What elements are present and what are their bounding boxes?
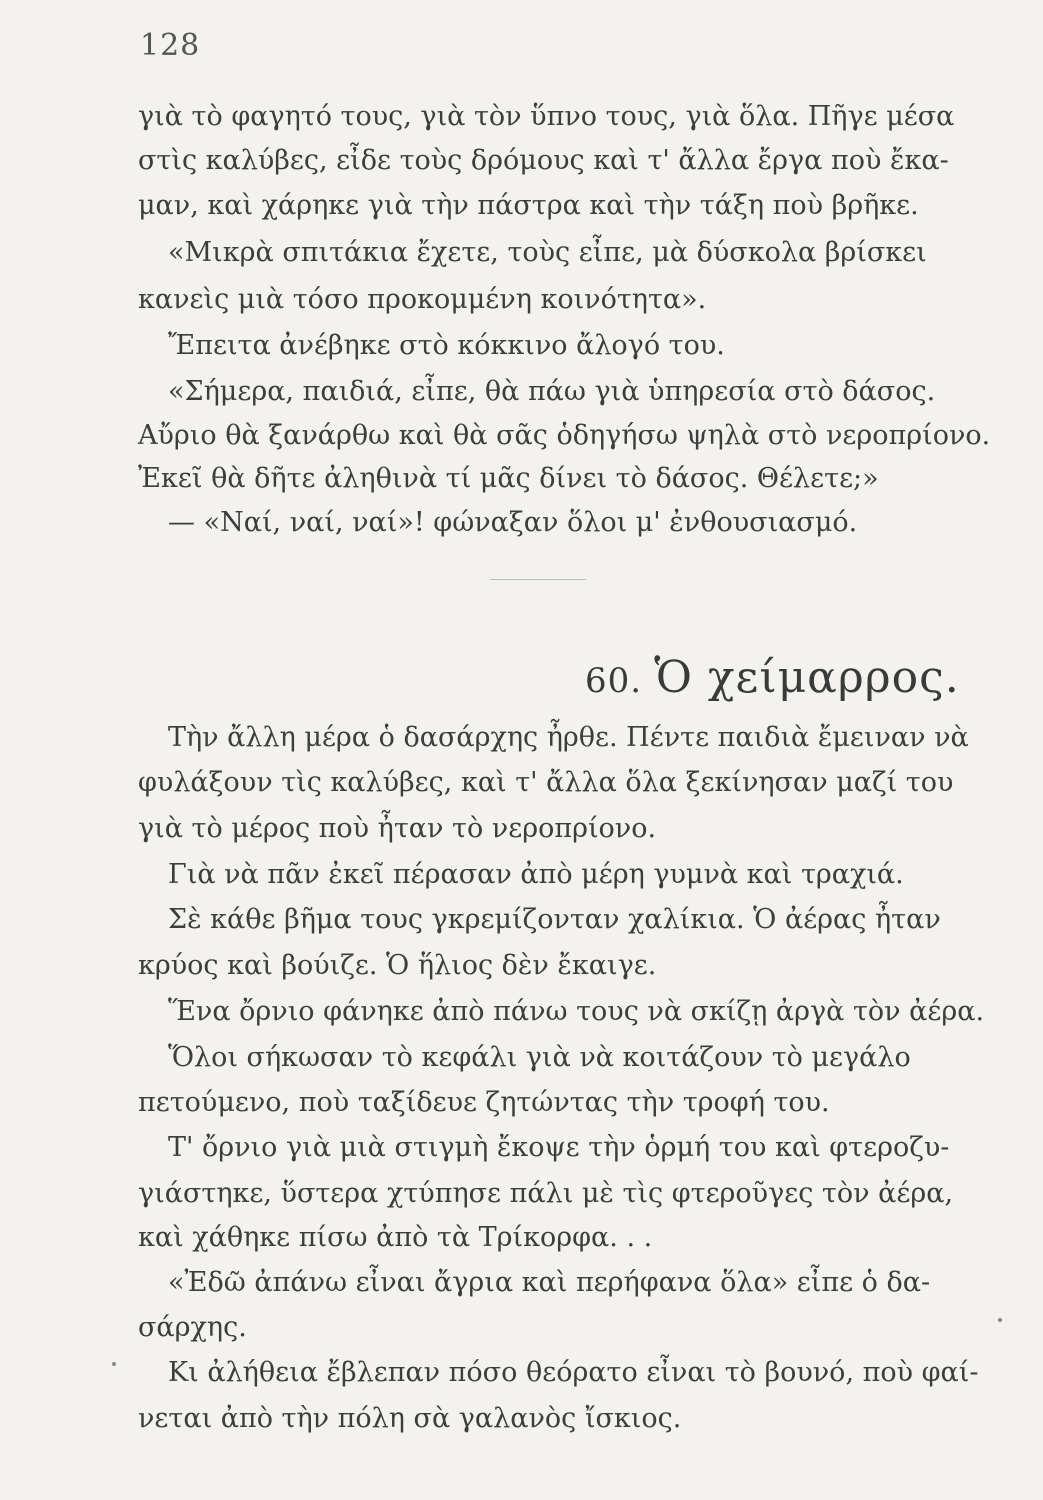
text-line: Ὅλοι σήκωσαν τὸ κεφάλι γιὰ νὰ κοιτάζουν τὸ μεγάλο	[168, 1042, 911, 1073]
text-line: καὶ χάθηκε πίσω ἀπὸ τὰ Τρίκορφα. . .	[138, 1222, 653, 1253]
text-line: Ἕνα ὄρνιο φάνηκε ἀπὸ πάνω τους νὰ σκίζῃ ἀργὰ τὸν ἀέρα.	[168, 996, 985, 1027]
paper-speck	[112, 1362, 116, 1366]
text-line: Τ' ὄρνιο γιὰ μιὰ στιγμὴ ἔκοψε τὴν ὁρμή του καὶ φτεροζυ-	[168, 1132, 950, 1163]
text-line: κανεὶς μιὰ τόσο προκομμένη κοινότητα».	[138, 284, 707, 315]
text-line: Γιὰ νὰ πᾶν ἐκεῖ πέρασαν ἀπὸ μέρη γυμνὰ καὶ τραχιά.	[168, 859, 904, 890]
text-line: «Μικρὰ σπιτάκια ἔχετε, τοὺς εἶπε, μὰ δύσκολα βρίσκει	[168, 237, 927, 268]
chapter-heading	[585, 652, 960, 703]
paper-speck	[998, 1318, 1002, 1322]
text-line: νεται ἀπὸ τὴν πόλη σὰ γαλανὸς ἴσκιος.	[138, 1403, 682, 1434]
text-line: φυλάξουν τὶς καλύβες, καὶ τ' ἄλλα ὅλα ξεκίνησαν μαζί του	[138, 767, 954, 798]
text-line: Κι ἀλήθεια ἔβλεπαν πόσο θεόρατο εἶναι τὸ βουνό, ποὺ φαί-	[168, 1357, 979, 1388]
text-line: γιὰ τὸ μέρος ποὺ ἦταν τὸ νεροπρίονο.	[138, 813, 657, 844]
text-line: «Σήμερα, παιδιά, εἶπε, θὰ πάω γιὰ ὑπηρεσία στὸ δάσος.	[168, 376, 936, 407]
text-line: σάρχης.	[138, 1312, 247, 1343]
text-line: Ἔπειτα ἀνέβηκε στὸ κόκκινο ἄλογό του.	[168, 330, 725, 361]
page-number: 128	[140, 28, 201, 63]
text-line: «Ἐδῶ ἀπάνω εἶναι ἄγρια καὶ περήφανα ὅλα» εἶπε ὁ δα-	[168, 1267, 931, 1298]
text-line: γιὰ τὸ φαγητό τους, γιὰ τὸν ὕπνο τους, γιὰ ὅλα. Πῆγε μέσα	[138, 101, 955, 132]
chapter-number: 60.	[585, 661, 643, 701]
section-divider	[490, 579, 586, 580]
text-line: στὶς καλύβες, εἶδε τοὺς δρόμους καὶ τ' ἄλλα ἔργα ποὺ ἔκα-	[138, 145, 949, 176]
text-line: Τὴν ἄλλη μέρα ὁ δασάρχης ἦρθε. Πέντε παιδιὰ ἔμειναν νὰ	[168, 722, 969, 753]
text-line: πετούμενο, ποὺ ταξίδευε ζητώντας τὴν τροφή του.	[138, 1087, 830, 1118]
text-line: Σὲ κάθε βῆμα τους γκρεμίζονταν χαλίκια. Ὁ ἀέρας ἦταν	[168, 904, 941, 935]
chapter-title: Ὁ χείμαρρος.	[654, 652, 960, 703]
text-line: — «Ναί, ναί, ναί»! φώναξαν ὅλοι μ' ἐνθουσιασμό.	[168, 507, 858, 538]
text-line: κρύος καὶ βούιζε. Ὁ ἥλιος δὲν ἔκαιγε.	[138, 950, 657, 981]
text-line: γιάστηκε, ὕστερα χτύπησε πάλι μὲ τὶς φτεροῦγες τὸν ἀέρα,	[138, 1178, 954, 1209]
text-line: Ἐκεῖ θὰ δῆτε ἀληθινὰ τί μᾶς δίνει τὸ δάσος. Θέλετε;»	[138, 463, 879, 494]
text-line: Αὔριο θὰ ξανάρθω καὶ θὰ σᾶς ὁδηγήσω ψηλὰ στὸ νεροπρίονο.	[138, 420, 991, 451]
text-line: μαν, καὶ χάρηκε γιὰ τὴν πάστρα καὶ τὴν τάξη ποὺ βρῆκε.	[138, 190, 919, 221]
